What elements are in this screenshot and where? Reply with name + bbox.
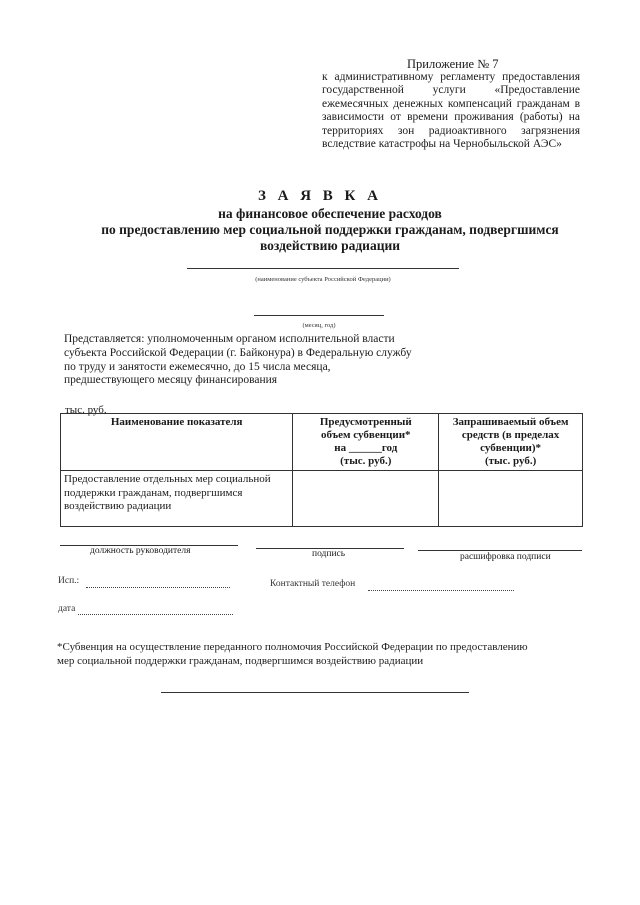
header-planned-line-4: (тыс. руб.) — [340, 455, 392, 467]
table-header-row — [61, 414, 583, 471]
funding-table — [60, 413, 583, 527]
subtitle-line-2: по предоставлению мер социальной поддержки гражданам, подвергшимся — [101, 222, 559, 237]
subtitle-line-1: на финансовое обеспечение расходов — [218, 206, 442, 221]
phone-label: Контактный телефон — [270, 579, 356, 589]
executor-field[interactable] — [86, 587, 230, 588]
row-name-line-3: воздействию радиации — [64, 500, 172, 512]
subject-field-caption: (наименование субъекта Российской Федерации) — [255, 276, 391, 283]
footnote-line-1: *Субвенция на осуществление переданного полномочия Российской Федерации по предоставлению — [57, 641, 528, 653]
row-name-line-1: Предоставление отдельных мер социальной — [64, 473, 271, 485]
instructions-line-1: Представляется: уполномоченным органом исполнительной власти — [64, 333, 395, 345]
decoding-caption: расшифровка подписи — [460, 552, 551, 562]
document-subtitle — [40, 206, 620, 254]
instructions-line-2: субъекта Российской Федерации (г. Байконура) в Федеральную службу — [64, 346, 412, 359]
month-year-caption: (месяц, год) — [302, 322, 336, 329]
header-indicator-name: Наименование показателя — [61, 414, 293, 471]
table-row — [61, 471, 583, 527]
submission-instructions — [64, 333, 444, 388]
header-requested-line-1: Запрашиваемый объем — [452, 416, 569, 428]
header-planned-line-3: на ______год — [334, 442, 398, 454]
month-year-field-line[interactable] — [254, 315, 384, 316]
header-planned-subvention — [293, 414, 439, 471]
row-requested-value[interactable] — [439, 471, 583, 527]
appendix-reference: к административному регламенту предоставления государственной услуги «Предоставление ежемесячных денежных компенсаций гражданам в зависимости от времени проживания (работы) на территориях зон радиоактивного загрязнения вследствие катастрофы на Чернобыльской АЭС» — [322, 71, 580, 151]
date-label: дата — [58, 604, 76, 614]
instructions-line-4: предшествующего месяцу финансирования — [64, 374, 278, 387]
unit-label: тыс. руб. — [65, 404, 107, 416]
date-field[interactable] — [78, 614, 233, 615]
header-requested-amount — [439, 414, 583, 471]
instructions-line-3: по труду и занятости ежемесячно, до 15 числа месяца, — [64, 360, 331, 373]
row-planned-value[interactable] — [293, 471, 439, 527]
position-caption: должность руководителя — [90, 546, 191, 556]
header-planned-line-1: Предусмотренный — [319, 416, 412, 428]
header-planned-line-2: объем субвенции* — [321, 429, 411, 441]
appendix-title: Приложение № 7 — [407, 57, 499, 71]
phone-field[interactable] — [368, 590, 514, 591]
footer-separator-line — [161, 692, 469, 693]
footnote — [57, 640, 577, 668]
document-title: З А Я В К А — [257, 188, 383, 204]
signature-caption: подпись — [312, 549, 346, 559]
footnote-line-2: мер социальной поддержки гражданам, подвергшимся воздействию радиации — [57, 655, 424, 667]
subject-field-line[interactable] — [187, 268, 459, 269]
header-requested-line-2: средств (в пределах — [461, 429, 560, 441]
subtitle-line-3: воздействию радиации — [259, 238, 401, 253]
row-indicator-name — [61, 471, 293, 527]
row-name-line-2: поддержки гражданам, подвергшимся — [64, 486, 243, 499]
header-requested-line-3: субвенции)* — [480, 442, 542, 454]
signature-decoding-line[interactable] — [418, 550, 582, 551]
header-requested-line-4: (тыс. руб.) — [484, 455, 537, 467]
executor-label: Исп.: — [58, 576, 80, 586]
